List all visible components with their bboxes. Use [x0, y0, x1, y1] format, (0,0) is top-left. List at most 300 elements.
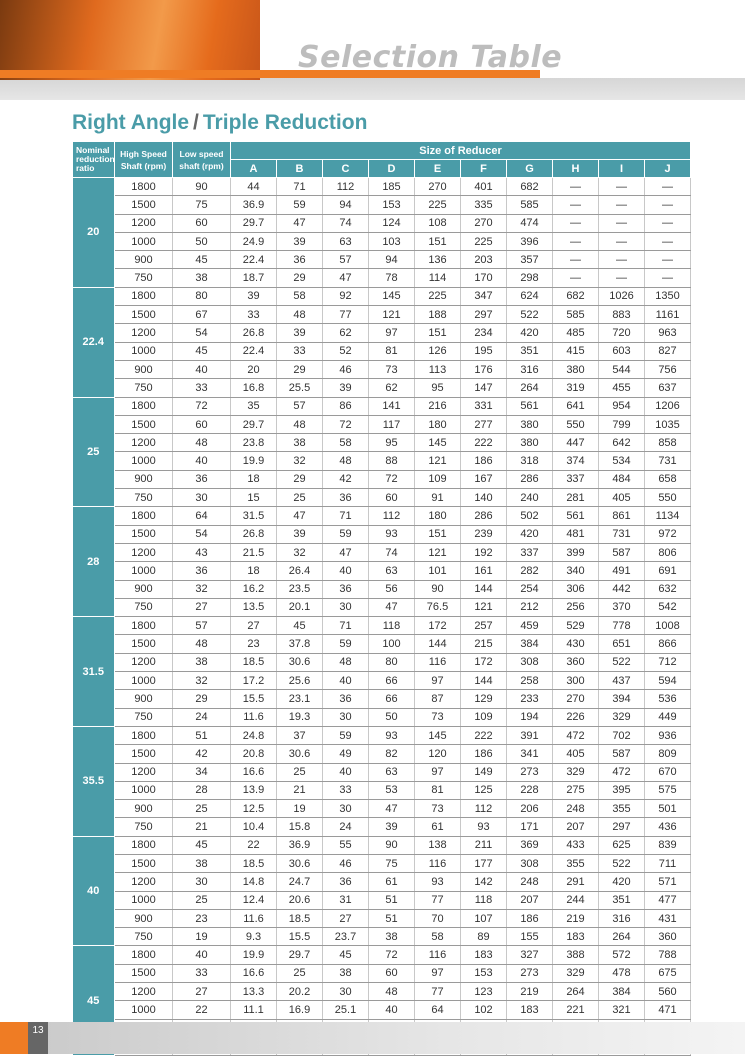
size-value-cell: 233 [507, 690, 553, 708]
size-value-cell: 58 [323, 434, 369, 452]
size-value-cell: 575 [645, 781, 691, 799]
size-value-cell: 485 [553, 324, 599, 342]
size-value-cell: 63 [369, 562, 415, 580]
low-speed-cell: 90 [173, 178, 231, 196]
size-value-cell: — [599, 196, 645, 214]
low-speed-cell: 40 [173, 452, 231, 470]
size-value-cell: 52 [323, 342, 369, 360]
table-row [73, 178, 691, 196]
size-value-cell: 141 [369, 397, 415, 415]
size-value-cell: 86 [323, 397, 369, 415]
size-value-cell: 437 [599, 672, 645, 690]
ratio-cell: 45 [73, 946, 115, 1056]
size-value-cell: 87 [415, 690, 461, 708]
table-row [73, 635, 691, 653]
high-speed-cell: 1500 [115, 196, 173, 214]
size-value-cell: 1206 [645, 397, 691, 415]
size-value-cell: 116 [415, 946, 461, 964]
size-value-cell: 472 [553, 726, 599, 744]
size-value-cell: 258 [507, 672, 553, 690]
size-value-cell: 321 [599, 1001, 645, 1019]
size-value-cell: 442 [599, 580, 645, 598]
high-speed-cell: 750 [115, 708, 173, 726]
size-value-cell: 858 [645, 434, 691, 452]
size-value-cell: 658 [645, 470, 691, 488]
table-row [73, 562, 691, 580]
size-value-cell: — [645, 196, 691, 214]
size-column-header: F [461, 160, 507, 178]
header-ratio-line: ratio [76, 163, 95, 173]
size-value-cell: 24 [323, 818, 369, 836]
size-value-cell: 113 [415, 360, 461, 378]
size-value-cell: 21 [277, 781, 323, 799]
size-value-cell: — [645, 214, 691, 232]
size-value-cell: 370 [599, 598, 645, 616]
size-value-cell: 93 [369, 525, 415, 543]
size-value-cell: 48 [323, 452, 369, 470]
size-value-cell: 71 [277, 178, 323, 196]
size-value-cell: 71 [323, 507, 369, 525]
size-value-cell: 10.4 [231, 818, 277, 836]
low-speed-cell: 32 [173, 580, 231, 598]
size-value-cell: 355 [553, 854, 599, 872]
size-value-cell: 155 [507, 928, 553, 946]
size-value-cell: 45 [323, 946, 369, 964]
size-value-cell: 308 [507, 854, 553, 872]
size-value-cell: 625 [599, 836, 645, 854]
header-low-line: shaft (rpm) [179, 160, 224, 171]
size-value-cell: 712 [645, 653, 691, 671]
size-value-cell: 31 [323, 891, 369, 909]
table-row [73, 763, 691, 781]
size-value-cell: 44 [231, 178, 277, 196]
table-row [73, 434, 691, 452]
size-value-cell: 651 [599, 635, 645, 653]
size-value-cell: 1161 [645, 306, 691, 324]
size-value-cell: 225 [461, 232, 507, 250]
size-value-cell: 145 [415, 726, 461, 744]
size-value-cell: 64 [415, 1001, 461, 1019]
size-value-cell: 38 [277, 434, 323, 452]
size-value-cell: 720 [599, 324, 645, 342]
size-column-header: J [645, 160, 691, 178]
size-value-cell: 587 [599, 543, 645, 561]
size-value-cell: 702 [599, 726, 645, 744]
table-row [73, 781, 691, 799]
size-value-cell: 129 [461, 690, 507, 708]
size-value-cell: 58 [277, 287, 323, 305]
selection-table [72, 141, 691, 1056]
size-value-cell: 55 [323, 836, 369, 854]
table-row [73, 598, 691, 616]
low-speed-cell: 48 [173, 635, 231, 653]
high-speed-cell: 1000 [115, 891, 173, 909]
size-value-cell: 140 [461, 489, 507, 507]
size-value-cell: 121 [369, 306, 415, 324]
size-value-cell: 60 [369, 489, 415, 507]
size-value-cell: 15.8 [277, 818, 323, 836]
size-value-cell: 19 [277, 800, 323, 818]
size-value-cell: 118 [369, 617, 415, 635]
size-value-cell: 80 [369, 653, 415, 671]
size-value-cell: 73 [369, 360, 415, 378]
size-value-cell: 77 [415, 983, 461, 1001]
size-value-cell: 337 [553, 470, 599, 488]
high-speed-cell: 750 [115, 379, 173, 397]
size-value-cell: 48 [369, 983, 415, 1001]
size-value-cell: 1350 [645, 287, 691, 305]
size-value-cell: 30 [323, 983, 369, 1001]
table-row [73, 928, 691, 946]
size-value-cell: 33 [277, 342, 323, 360]
size-value-cell: 731 [645, 452, 691, 470]
size-value-cell: — [553, 214, 599, 232]
high-speed-cell: 900 [115, 580, 173, 598]
table-row [73, 379, 691, 397]
size-value-cell: 624 [507, 287, 553, 305]
low-speed-cell: 45 [173, 342, 231, 360]
size-value-cell: 395 [599, 781, 645, 799]
high-speed-cell: 1200 [115, 434, 173, 452]
size-value-cell: 16.2 [231, 580, 277, 598]
page-title [72, 111, 367, 135]
size-value-cell: 29.7 [231, 214, 277, 232]
size-value-cell: 632 [645, 580, 691, 598]
size-value-cell: 36 [323, 580, 369, 598]
size-value-cell: 21.5 [231, 543, 277, 561]
size-value-cell: — [599, 178, 645, 196]
low-speed-cell: 29 [173, 690, 231, 708]
size-value-cell: 206 [507, 800, 553, 818]
size-value-cell: 97 [369, 324, 415, 342]
size-value-cell: 542 [645, 598, 691, 616]
size-value-cell: 682 [507, 178, 553, 196]
size-value-cell: 341 [507, 745, 553, 763]
high-speed-cell: 1000 [115, 452, 173, 470]
size-value-cell: 866 [645, 635, 691, 653]
size-value-cell: 24.9 [231, 232, 277, 250]
size-value-cell: 15.5 [277, 928, 323, 946]
high-speed-cell: 1000 [115, 232, 173, 250]
size-value-cell: 112 [369, 507, 415, 525]
size-value-cell: 391 [507, 726, 553, 744]
size-value-cell: 39 [277, 324, 323, 342]
size-value-cell: 73 [415, 800, 461, 818]
size-value-cell: 641 [553, 397, 599, 415]
size-value-cell: 203 [461, 251, 507, 269]
table-row [73, 470, 691, 488]
size-value-cell: 50 [369, 708, 415, 726]
high-speed-cell: 750 [115, 598, 173, 616]
header-high-speed [115, 142, 173, 178]
size-value-cell: 384 [599, 983, 645, 1001]
size-value-cell: 59 [323, 525, 369, 543]
size-value-cell: 337 [507, 543, 553, 561]
size-value-cell: 380 [507, 434, 553, 452]
size-value-cell: 534 [599, 452, 645, 470]
size-value-cell: 116 [415, 854, 461, 872]
size-value-cell: 192 [461, 543, 507, 561]
table-row [73, 745, 691, 763]
low-speed-cell: 27 [173, 598, 231, 616]
size-value-cell: 228 [507, 781, 553, 799]
size-value-cell: 82 [369, 745, 415, 763]
size-value-cell: 121 [461, 598, 507, 616]
size-value-cell: 29 [277, 470, 323, 488]
size-value-cell: 369 [507, 836, 553, 854]
low-speed-cell: 28 [173, 781, 231, 799]
size-value-cell: 861 [599, 507, 645, 525]
high-speed-cell: 1200 [115, 214, 173, 232]
high-speed-cell: 1500 [115, 306, 173, 324]
size-value-cell: 161 [461, 562, 507, 580]
size-value-cell: 1035 [645, 415, 691, 433]
size-value-cell: 19.9 [231, 946, 277, 964]
size-value-cell: 66 [369, 690, 415, 708]
size-value-cell: 40 [323, 763, 369, 781]
size-value-cell: 355 [599, 800, 645, 818]
size-value-cell: 806 [645, 543, 691, 561]
size-value-cell: 36.9 [277, 836, 323, 854]
size-column-header: I [599, 160, 645, 178]
header-photo [0, 0, 260, 80]
low-speed-cell: 80 [173, 287, 231, 305]
size-value-cell: 171 [507, 818, 553, 836]
size-value-cell: 675 [645, 964, 691, 982]
size-value-cell: 112 [323, 178, 369, 196]
low-speed-cell: 27 [173, 983, 231, 1001]
size-value-cell: — [553, 178, 599, 196]
table-row [73, 269, 691, 287]
size-value-cell: 40 [323, 562, 369, 580]
size-value-cell: 36 [277, 251, 323, 269]
size-value-cell: 478 [599, 964, 645, 982]
high-speed-cell: 900 [115, 470, 173, 488]
header-gray-band [0, 78, 745, 100]
size-value-cell: 264 [553, 983, 599, 1001]
size-value-cell: 883 [599, 306, 645, 324]
size-value-cell: 78 [369, 269, 415, 287]
size-value-cell: 561 [507, 397, 553, 415]
size-value-cell: 151 [415, 324, 461, 342]
size-value-cell: 101 [415, 562, 461, 580]
size-value-cell: 380 [507, 415, 553, 433]
size-value-cell: 16.6 [231, 964, 277, 982]
size-value-cell: 207 [507, 891, 553, 909]
size-value-cell: 14.8 [231, 873, 277, 891]
low-speed-cell: 19 [173, 928, 231, 946]
size-value-cell: 16.6 [231, 763, 277, 781]
size-value-cell: 29.7 [231, 415, 277, 433]
low-speed-cell: 60 [173, 415, 231, 433]
size-value-cell: 22.4 [231, 251, 277, 269]
high-speed-cell: 750 [115, 928, 173, 946]
size-value-cell: 18 [231, 562, 277, 580]
size-value-cell: 32 [277, 543, 323, 561]
low-speed-cell: 38 [173, 854, 231, 872]
size-value-cell: 297 [599, 818, 645, 836]
low-speed-cell: 36 [173, 470, 231, 488]
size-value-cell: 125 [461, 781, 507, 799]
table-row [73, 306, 691, 324]
size-value-cell: 522 [507, 306, 553, 324]
table-row [73, 726, 691, 744]
size-value-cell: 90 [415, 580, 461, 598]
size-value-cell: 109 [415, 470, 461, 488]
size-value-cell: 405 [599, 489, 645, 507]
size-value-cell: 51 [369, 891, 415, 909]
size-value-cell: 56 [369, 580, 415, 598]
size-value-cell: 207 [553, 818, 599, 836]
size-value-cell: 529 [553, 617, 599, 635]
size-value-cell: 212 [507, 598, 553, 616]
size-value-cell: 153 [461, 964, 507, 982]
low-speed-cell: 30 [173, 489, 231, 507]
high-speed-cell: 900 [115, 360, 173, 378]
high-speed-cell: 900 [115, 251, 173, 269]
size-value-cell: 95 [369, 434, 415, 452]
header-high-line: Shaft (rpm) [120, 160, 167, 171]
size-value-cell: 73 [415, 708, 461, 726]
size-value-cell: 731 [599, 525, 645, 543]
size-value-cell: 22 [231, 836, 277, 854]
size-value-cell: 13.9 [231, 781, 277, 799]
size-value-cell: 18.5 [231, 653, 277, 671]
size-value-cell: 809 [645, 745, 691, 763]
size-value-cell: 298 [507, 269, 553, 287]
size-value-cell: 71 [323, 617, 369, 635]
size-value-cell: 12.4 [231, 891, 277, 909]
table-row [73, 342, 691, 360]
size-value-cell: 102 [461, 1001, 507, 1019]
low-speed-cell: 75 [173, 196, 231, 214]
size-value-cell: 77 [415, 891, 461, 909]
size-value-cell: 63 [369, 763, 415, 781]
size-value-cell: 116 [415, 653, 461, 671]
size-value-cell: 22.4 [231, 342, 277, 360]
size-value-cell: 215 [461, 635, 507, 653]
size-value-cell: 23.5 [277, 580, 323, 598]
size-value-cell: 384 [507, 635, 553, 653]
low-speed-cell: 34 [173, 763, 231, 781]
low-speed-cell: 45 [173, 251, 231, 269]
size-value-cell: 36 [323, 873, 369, 891]
ratio-cell: 22.4 [73, 287, 115, 397]
high-speed-cell: 900 [115, 800, 173, 818]
size-value-cell: 430 [553, 635, 599, 653]
size-value-cell: 153 [369, 196, 415, 214]
size-value-cell: — [645, 178, 691, 196]
header-ratio-line: Nominal [76, 145, 110, 155]
header-low-speed [173, 142, 231, 178]
page-title-sub: Triple Reduction [202, 111, 368, 134]
size-value-cell: 46 [323, 360, 369, 378]
size-value-cell: 94 [369, 251, 415, 269]
size-value-cell: — [645, 251, 691, 269]
size-value-cell: 306 [553, 580, 599, 598]
size-value-cell: 89 [461, 928, 507, 946]
size-value-cell: 256 [553, 598, 599, 616]
size-value-cell: 297 [461, 306, 507, 324]
size-value-cell: 273 [507, 763, 553, 781]
size-value-cell: 286 [461, 507, 507, 525]
size-value-cell: 778 [599, 617, 645, 635]
size-value-cell: 70 [415, 909, 461, 927]
size-value-cell: 112 [461, 800, 507, 818]
size-value-cell: 72 [323, 415, 369, 433]
table-row [73, 617, 691, 635]
size-value-cell: 827 [645, 342, 691, 360]
size-value-cell: 244 [553, 891, 599, 909]
low-speed-cell: 24 [173, 708, 231, 726]
size-value-cell: 29 [277, 360, 323, 378]
low-speed-cell: 33 [173, 964, 231, 982]
size-value-cell: 81 [369, 342, 415, 360]
size-value-cell: 136 [415, 251, 461, 269]
size-value-cell: 550 [553, 415, 599, 433]
size-value-cell: 420 [507, 324, 553, 342]
size-value-cell: 839 [645, 836, 691, 854]
size-value-cell: 459 [507, 617, 553, 635]
size-value-cell: 27 [323, 909, 369, 927]
size-value-cell: 15 [231, 489, 277, 507]
size-value-cell: 36 [323, 690, 369, 708]
size-value-cell: 62 [369, 379, 415, 397]
size-value-cell: — [553, 232, 599, 250]
size-value-cell: 23.1 [277, 690, 323, 708]
size-value-cell: 221 [553, 1001, 599, 1019]
table-row [73, 415, 691, 433]
size-value-cell: 180 [415, 415, 461, 433]
page-number: 13 [28, 1022, 48, 1054]
table-row [73, 672, 691, 690]
size-value-cell: 92 [323, 287, 369, 305]
size-value-cell: 47 [323, 543, 369, 561]
size-value-cell: — [599, 232, 645, 250]
size-value-cell: 18.5 [277, 909, 323, 927]
size-value-cell: 560 [645, 983, 691, 1001]
size-value-cell: 282 [507, 562, 553, 580]
size-value-cell: 121 [415, 452, 461, 470]
size-value-cell: 97 [415, 964, 461, 982]
low-speed-cell: 48 [173, 434, 231, 452]
low-speed-cell: 21 [173, 818, 231, 836]
size-value-cell: 329 [553, 763, 599, 781]
size-value-cell: 484 [599, 470, 645, 488]
size-value-cell: 420 [507, 525, 553, 543]
size-value-cell: 145 [415, 434, 461, 452]
header-high-line: High Speed [120, 148, 167, 159]
size-value-cell: 40 [369, 1001, 415, 1019]
size-value-cell: 273 [507, 964, 553, 982]
size-value-cell: 550 [645, 489, 691, 507]
table-row [73, 653, 691, 671]
size-value-cell: 19.3 [277, 708, 323, 726]
size-value-cell: 24.7 [277, 873, 323, 891]
size-value-cell: 756 [645, 360, 691, 378]
size-value-cell: 637 [645, 379, 691, 397]
size-value-cell: 25.6 [277, 672, 323, 690]
size-value-cell: — [599, 269, 645, 287]
size-value-cell: 360 [645, 928, 691, 946]
size-value-cell: 1026 [599, 287, 645, 305]
size-value-cell: 107 [461, 909, 507, 927]
table-row [73, 397, 691, 415]
size-value-cell: 24.8 [231, 726, 277, 744]
size-value-cell: 26.8 [231, 525, 277, 543]
size-value-cell: 11.6 [231, 909, 277, 927]
size-value-cell: 18.7 [231, 269, 277, 287]
